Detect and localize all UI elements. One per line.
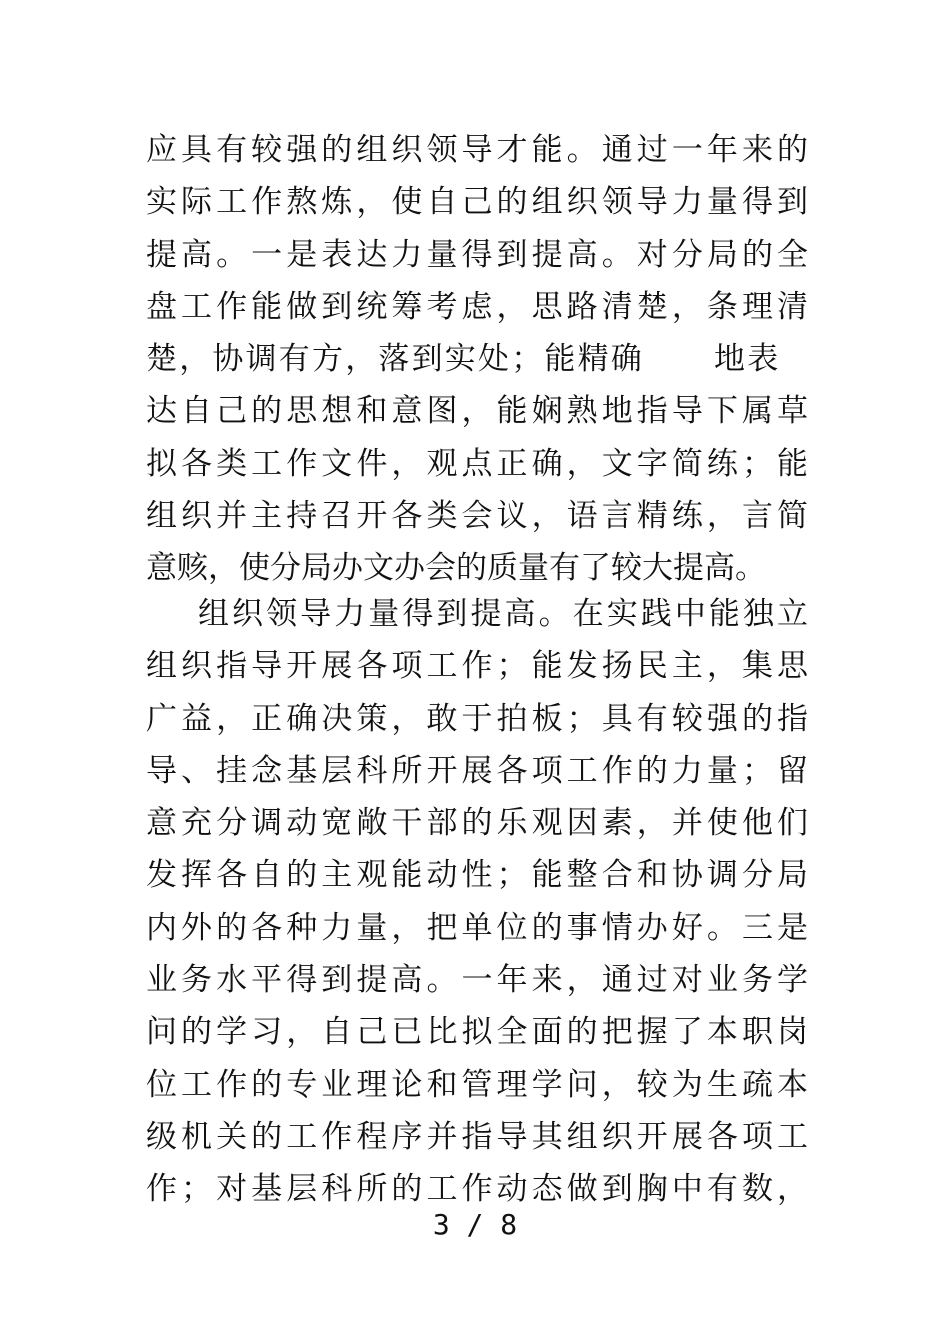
text-line: 应具有较强的组织领导才能。通过一年来的 <box>146 132 808 168</box>
text-line-with-gap <box>146 333 808 385</box>
text-line: 导、挂念基层科所开展各项工作的力量；留 <box>146 752 808 789</box>
text-line: 位工作的专业理论和管理学问，较为生疏本 <box>146 1066 808 1103</box>
text-line: 提高。一是表达力量得到提高。对分局的全 <box>146 236 808 273</box>
text-line: 问的学习，自己已比拟全面的把握了本职岗 <box>146 1014 808 1051</box>
text-line: 业务水平得到提高。一年来，通过对业务学 <box>146 962 808 999</box>
text-line-part: 楚，协调有方，落到实处；能精确 <box>146 341 644 378</box>
text-line: 组织指导开展各项工作；能发扬民主，集思 <box>146 648 808 685</box>
text-line: 达自己的思想和意图，能娴熟地指导下属草 <box>146 393 808 430</box>
text-line: 广益，正确决策，敢于拍板；具有较强的指 <box>146 700 808 737</box>
text-line: 意充分调动宽敞干部的乐观因素，并使他们 <box>146 805 808 842</box>
paragraph-1 <box>146 124 808 595</box>
text-line: 级机关的工作程序并指导其组织开展各项工 <box>146 1118 808 1155</box>
text-line: 实际工作熬炼，使自己的组织领导力量得到 <box>146 184 808 221</box>
paragraph-2 <box>146 588 808 1216</box>
text-line: 发挥各自的主观能动性；能整合和协调分局 <box>146 857 808 894</box>
text-line: 盘工作能做到统筹考虑，思路清楚，条理清 <box>146 288 808 325</box>
page-number: 3 / 8 <box>432 1208 518 1241</box>
text-line: 组织并主持召开各类会议，语言精练，言简 <box>146 498 808 535</box>
text-line: 意赅，使分局办文办会的质量有了较大提高。 <box>146 550 766 587</box>
text-line-part: 地表 <box>714 341 781 378</box>
text-line: 作；对基层科所的工作动态做到胸中有数， <box>146 1171 808 1208</box>
text-line: 拟各类工作文件，观点正确，文字简练；能 <box>146 445 808 482</box>
text-line-indented: 组织领导力量得到提高。在实践中能独立 <box>198 596 808 632</box>
text-line: 内外的各种力量，把单位的事情办好。三是 <box>146 909 808 946</box>
